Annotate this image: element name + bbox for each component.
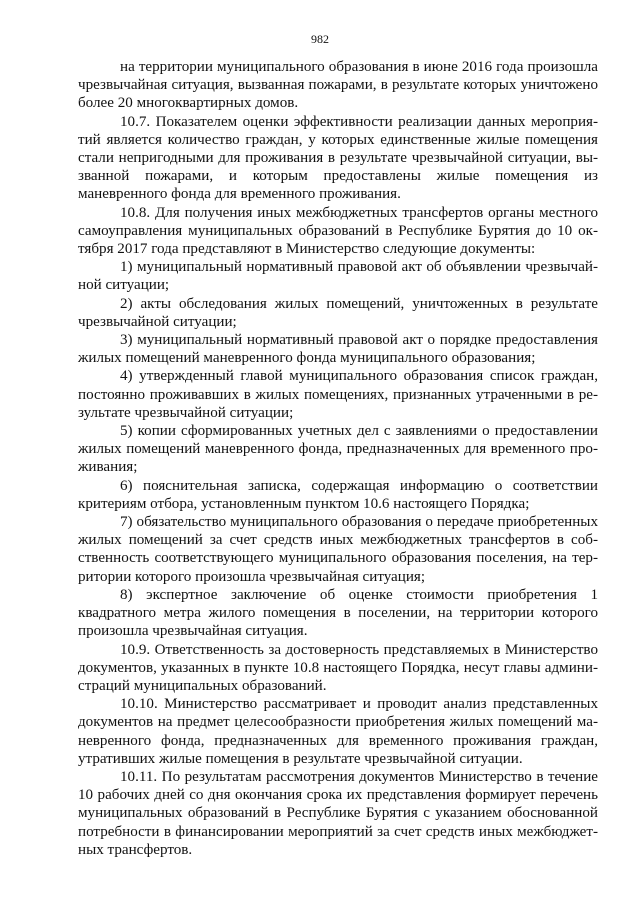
paragraph-10-8: 10.8. Для получения иных межбюджетных трансфертов органы местного самоуправления муниципальных образований в Республике Бурятия до 10 октября 2017 года представляют в Министерство следующие документы:	[78, 204, 598, 258]
list-item-8: 8) экспертное заключение об оценке стоимости приобретения 1 квадратного метра жилого помещения в поселении, на территории которого произошла чрезвычайная ситуация.	[78, 586, 598, 640]
paragraph-10-10: 10.10. Министерство рассматривает и проводит анализ представленных документов на предмет целесообразности приобретения жилых помещений маневренного фонда, предназначенных для временного проживания граждан, утративших жилые помещения в результате чрезвычайной ситуации.	[78, 696, 598, 767]
list-item-1: 1) муниципальный нормативный правовой акт об объявлении чрезвычайной ситуации;	[78, 259, 598, 294]
list-item-2: 2) акты обследования жилых помещений, уничтоженных в результате чрезвычайной ситуации;	[78, 295, 598, 330]
list-item-5: 5) копии сформированных учетных дел с заявлениями о предоставлении жилых помещений маневренного фонда, предназначенных для временного проживания;	[78, 423, 598, 476]
paragraph-10-7: 10.7. Показателем оценки эффективности реализации данных мероприятий является количество граждан, у которых единственные жилые помещения стали непригодными для проживания в результате чрезвычайной ситуации, вызванной пожарами, и которым предоставлены жилые помещения из маневренного фонда для временного проживания.	[78, 113, 598, 203]
list-item-7: 7) обязательство муниципального образования о передаче приобретенных жилых помещений за счет средств иных межбюджетных трансфертов в собственность соответствующего муниципального образования поселения, на территории которого произошла чрезвычайная ситуация;	[78, 514, 598, 585]
page-number: 982	[311, 32, 329, 46]
paragraph-continuation: на территории муниципального образования в июне 2016 года произошла чрезвычайная ситуация, вызванная пожарами, в результате которых уничтожено более 20 многоквартирных домов.	[78, 59, 598, 112]
list-item-4: 4) утвержденный главой муниципального образования список граждан, постоянно проживавших в жилых помещениях, признанных утраченными в результате чрезвычайной ситуации;	[78, 368, 598, 421]
paragraph-10-9: 10.9. Ответственность за достоверность представляемых в Министерство документов, указанных в пункте 10.8 настоящего Порядка, несут главы администраций муниципальных образований.	[78, 641, 598, 694]
list-item-3: 3) муниципальный нормативный правовой акт о порядке предоставления жилых помещений маневренного фонда муниципального образования;	[78, 332, 598, 367]
list-item-6: 6) пояснительная записка, содержащая информацию о соответствии критериям отбора, установленным пунктом 10.6 настоящего Порядка;	[78, 477, 598, 512]
page-body	[78, 58, 598, 859]
paragraph-10-11: 10.11. По результатам рассмотрения документов Министерство в течение 10 рабочих дней со дня окончания срока их представления формирует перечень муниципальных образований в Республике Бурятия с указанием обоснованной потребности в финансировании мероприятий за счет средств иных межбюджетных трансфертов.	[78, 768, 598, 858]
